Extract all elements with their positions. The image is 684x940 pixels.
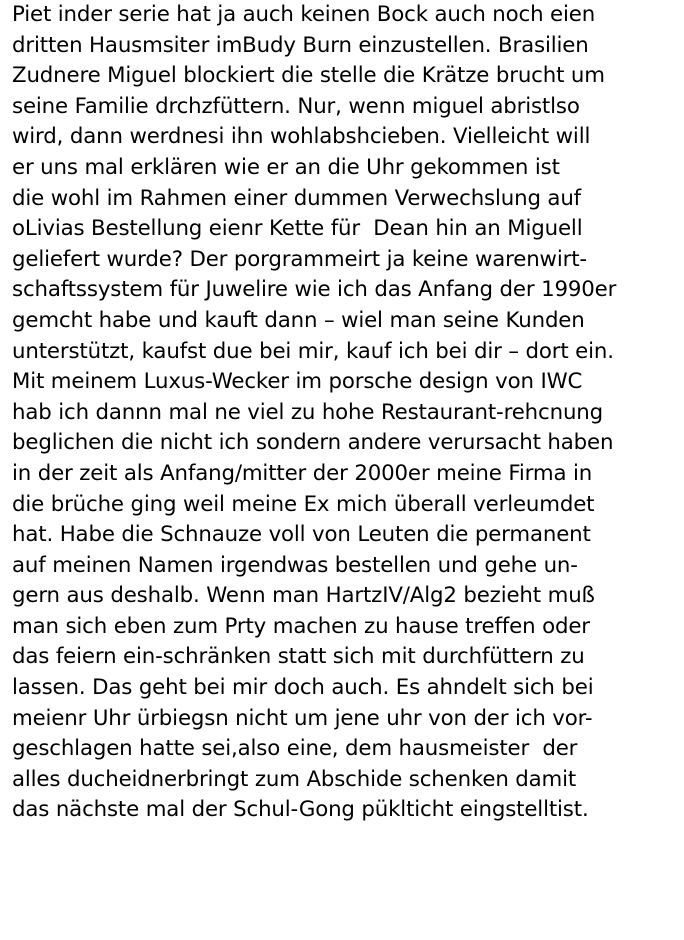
text-line: hat. Habe die Schnauze voll von Leuten die permanent <box>12 522 591 548</box>
text-line: Piet inder serie hat ja auch keinen Bock auch noch eien <box>12 2 596 27</box>
text-line: in der zeit als Anfang/mitter der 2000er meine Firma in <box>12 460 593 486</box>
text-line: Zudnere Miguel blockiert die stelle die Krätze brucht um <box>12 63 605 89</box>
text-line: die wohl im Rahmen einer dummen Verwechslung auf <box>12 185 582 211</box>
text-line: er uns mal erklären wie er an die Uhr gekommen ist <box>12 154 560 180</box>
text-line: alles ducheidnerbringt zum Abschide schenken damit <box>12 766 577 792</box>
text-line: Mit meinem Luxus-Wecker im porsche design von IWC <box>12 369 583 395</box>
text-line: man sich eben zum Prty machen zu hause treffen oder <box>12 613 590 639</box>
text-line: gern aus deshalb. Wenn man HartzIV/Alg2 bezieht muß <box>12 583 595 609</box>
text-line: dritten Hausmsiter imBudy Burn einzustellen. Brasilien <box>12 32 589 58</box>
text-line: oLivias Bestellung eienr Kette für Dean hin an Miguell <box>12 216 583 242</box>
text-line: geliefert wurde? Der porgrammeirt ja keine warenwirt- <box>12 246 587 272</box>
text-line: wird, dann werdnesi ihn wohlabshcieben. Vielleicht will <box>12 124 591 150</box>
text-line: unterstützt, kaufst due bei mir, kauf ich bei dir – dort ein. <box>12 338 614 364</box>
text-line: auf meinen Namen irgendwas bestellen und gehe un- <box>12 552 578 578</box>
text-line: das feiern ein-schränken statt sich mit durchfüttern zu <box>12 644 585 670</box>
text-line: geschlagen hatte sei,also eine, dem hausmeister der <box>12 736 578 762</box>
text-line: gemcht habe und kauft dann – wiel man seine Kunden <box>12 307 585 333</box>
text-line: schaftssystem für Juwelire wie ich das Anfang der 1990er <box>12 277 617 303</box>
text-line: meienr Uhr ürbiegsn nicht um jene uhr von der ich vor- <box>12 705 593 731</box>
text-line: die brüche ging weil meine Ex mich überall verleumdet <box>12 491 595 517</box>
text-line: lassen. Das geht bei mir doch auch. Es ahndelt sich bei <box>12 675 594 701</box>
text-line: beglichen die nicht ich sondern andere verursacht haben <box>12 430 614 456</box>
body-text <box>12 0 682 826</box>
text-line: hab ich dannn mal ne viel zu hohe Restaurant-rehcnung <box>12 399 604 425</box>
text-line: das nächste mal der Schul-Gong püklticht eingstelltist. <box>12 797 589 823</box>
text-line: seine Familie drchzfüttern. Nur, wenn miguel abristlso <box>12 93 580 119</box>
